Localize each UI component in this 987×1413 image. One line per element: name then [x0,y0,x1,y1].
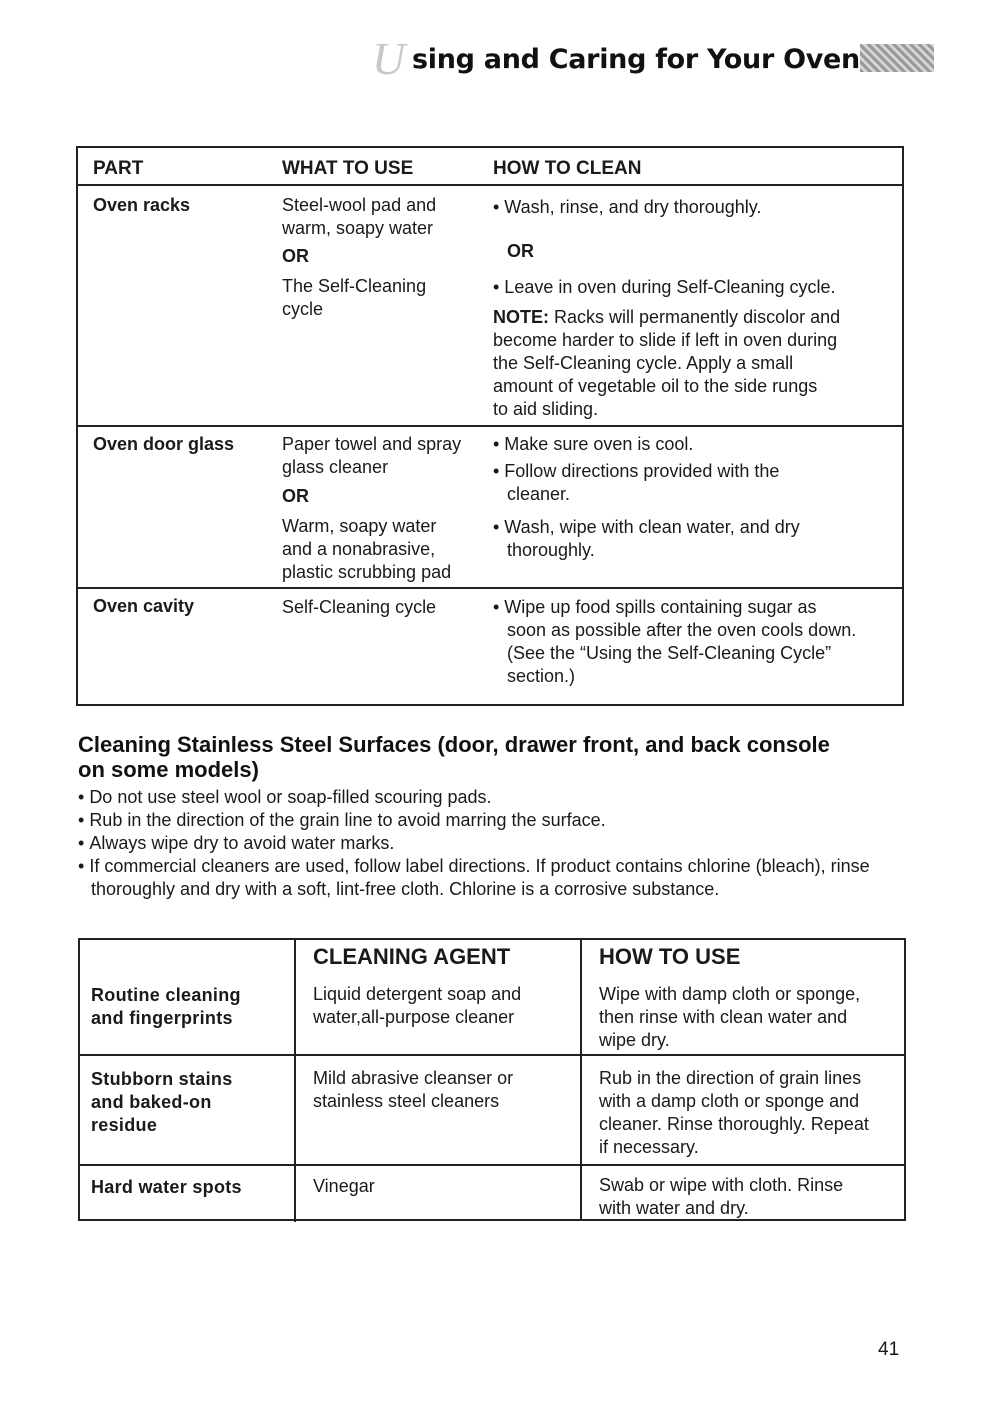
note-label: NOTE: [493,307,549,327]
note-line: to aid sliding. [493,399,599,419]
list-item: • Do not use steel wool or soap-filled scouring pads. [78,786,918,809]
how-line: cleaner. Rinse thoroughly. Repeat [599,1114,869,1134]
how-line: Wipe with damp cloth or sponge, [599,984,861,1004]
page-number: 41 [878,1339,900,1360]
section-title [78,732,918,782]
header-how-to-clean: HOW TO CLEAN [493,158,642,179]
how-note [493,306,840,329]
agent-line: stainless steel cleaners [313,1091,500,1111]
part-oven-cavity: Oven cavity [93,596,195,616]
list-item: • Rub in the direction of the grain line to avoid marring the surface. [78,809,918,832]
how-line: then rinse with clean water and [599,1007,848,1027]
agent-line: Vinegar [313,1176,375,1196]
what-line: glass cleaner [282,457,389,477]
how-bullet: • Wash, wipe with clean water, and dry [493,517,800,537]
how-or: OR [507,241,534,261]
list-item: • Always wipe dry to avoid water marks. [78,832,918,855]
what-line: Self-Cleaning cycle [282,597,437,617]
agent-line: Mild abrasive cleanser or [313,1068,514,1088]
header-what-to-use: WHAT TO USE [282,158,414,179]
what-line: warm, soapy water [282,218,434,238]
how-line: section.) [507,666,576,686]
page-title: sing and Caring for Your Oven [412,44,860,75]
how-line: wipe dry. [599,1030,670,1050]
page-header [372,33,932,96]
part-oven-racks: Oven racks [93,195,191,215]
part-oven-door-glass: Oven door glass [93,434,235,454]
note-line: the Self-Cleaning cycle. Apply a small [493,353,794,373]
how-bullet: • Make sure oven is cool. [493,434,694,454]
table-divider [78,425,902,427]
how-line: cleaner. [507,484,571,504]
what-line: Warm, soapy water [282,516,437,536]
agent-line: Liquid detergent soap and [313,984,522,1004]
section-title-line: on some models) [78,757,259,782]
row-label: Routine cleaning [91,985,241,1005]
how-bullet: • Leave in oven during Self-Cleaning cycle. [493,277,836,297]
header-how-to-use: HOW TO USE [599,944,741,969]
table-divider [580,940,582,1221]
table-divider [294,940,296,1222]
how-bullet: • Follow directions provided with the [493,461,780,481]
note-line: become harder to slide if left in oven during [493,330,838,350]
how-line: if necessary. [599,1137,699,1157]
how-bullet: • Wash, rinse, and dry thoroughly. [493,197,762,217]
row-label: Hard water spots [91,1177,242,1197]
what-line: The Self-Cleaning [282,276,427,296]
what-line: Paper towel and spray [282,434,462,454]
cleaning-parts-table [76,146,904,706]
how-line: with a damp cloth or sponge and [599,1091,860,1111]
how-line: thoroughly. [507,540,595,560]
how-line: Rub in the direction of grain lines [599,1068,862,1088]
how-line: soon as possible after the oven cools down. [507,620,857,640]
section-title-line: Cleaning Stainless Steel Surfaces (door, drawer front, and back console [78,732,830,757]
what-line: Steel-wool pad and [282,195,437,215]
row-label: residue [91,1115,158,1135]
header-part: PART [93,158,144,179]
what-or: OR [282,486,309,506]
table-divider [80,1054,904,1056]
what-line: cycle [282,299,324,319]
table-divider [78,587,902,589]
how-bullet: • Wipe up food spills containing sugar as [493,597,817,617]
what-line: plastic scrubbing pad [282,562,452,582]
note-line: Racks will permanently discolor and [549,307,841,327]
row-label: and baked-on [91,1092,212,1112]
note-line: amount of vegetable oil to the side rungs [493,376,818,396]
what-or: OR [282,246,309,266]
header-graphic [860,44,934,72]
stainless-tips-list [78,786,918,901]
row-label: and fingerprints [91,1008,233,1028]
table-divider [78,184,902,186]
agent-line: water,all-purpose cleaner [313,1007,515,1027]
header-cleaning-agent: CLEANING AGENT [313,944,511,969]
how-line: with water and dry. [599,1198,749,1218]
row-label: Stubborn stains [91,1069,233,1089]
what-line: and a nonabrasive, [282,539,436,559]
how-line: (See the “Using the Self-Cleaning Cycle” [507,643,832,663]
table-divider [80,1164,904,1166]
list-item: • If commercial cleaners are used, follow label directions. If product contains chlorine (bleach), rinse thoroughly and dry with a soft, lint-free cloth. Chlorine is a corrosive substance. [78,855,918,901]
decorative-initial: U [372,33,406,84]
how-line: Swab or wipe with cloth. Rinse [599,1175,844,1195]
stainless-cleaning-table [78,938,906,1221]
